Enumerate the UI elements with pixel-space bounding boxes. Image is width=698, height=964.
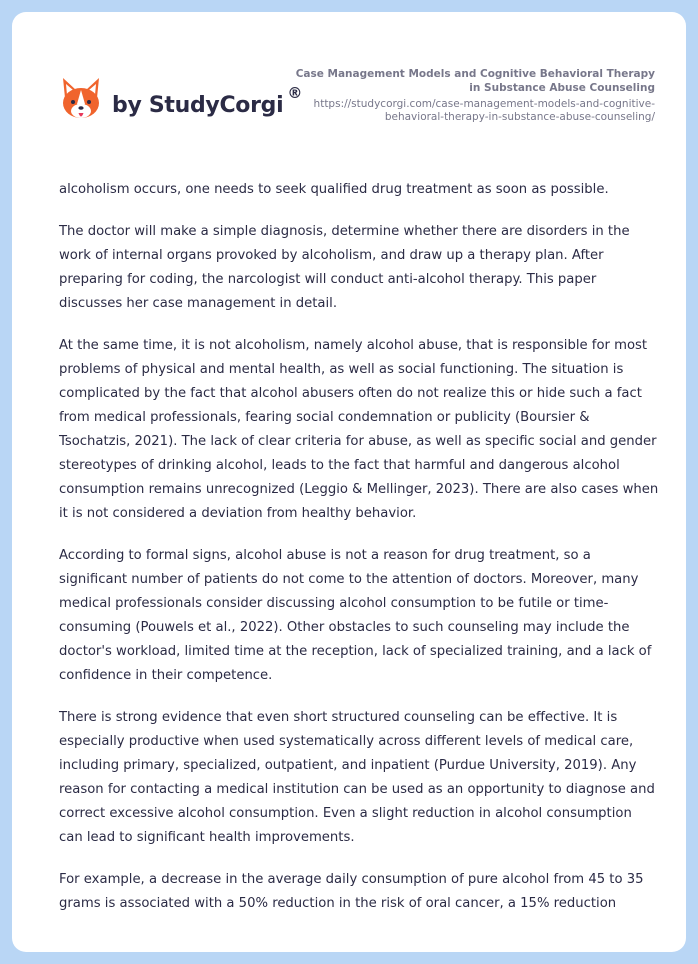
brand-name: by StudyCorgi <box>112 92 284 118</box>
paragraph: For example, a decrease in the average daily consumption of pure alcohol from 45 to 35 grams is associated with a 50% reduction in the risk of oral cancer, a 15% reduction <box>59 872 644 911</box>
paragraph: At the same time, it is not alcoholism, namely alcohol abuse, that is responsible for most problems of physical and mental health, as well as social functioning. The situation is complicated by the fact that alcohol abusers often do not realize this or hide such a fact from medical professionals, fearing social condemnation or publicity (Boursier & Tsochatzis, 2021). The lack of clear criteria for abuse, as well as specific social and gender stereotypes of drinking alcohol, leads to the fact that harmful and dangerous alcohol consumption remains unrecognized (Leggio & Mellinger, 2023). There are also cases when it is not considered a deviation from healthy behavior. <box>59 338 659 521</box>
document-meta <box>295 67 655 124</box>
paragraph: alcoholism occurs, one needs to seek qualified drug treatment as soon as possible. <box>59 182 609 197</box>
paragraph: There is strong evidence that even short structured counseling can be effective. It is especially productive when used systematically across different levels of medical care, including primary, specialized, outpatient, and inpatient (Purdue University, 2019). Any reason for contacting a medical institution can be used as an opportunity to diagnose and correct excessive alcohol consumption. Even a slight reduction in alcohol consumption can lead to significant health improvements. <box>59 710 655 845</box>
document-body <box>59 178 659 934</box>
paragraph: The doctor will make a simple diagnosis, determine whether there are disorders in the work of internal organs provoked by alcoholism, and draw up a therapy plan. After preparing for coding, the narcologist will conduct anti-alcohol therapy. This paper discusses her case management in detail. <box>59 224 630 311</box>
studycorgi-logo[interactable] <box>60 76 302 122</box>
document-page <box>12 12 686 952</box>
paragraph: According to formal signs, alcohol abuse is not a reason for drug treatment, so a significant number of patients do not come to the attention of doctors. Moreover, many medical professionals consider discussing alcohol consumption to be futile or time-consuming (Pouwels et al., 2022). Other obstacles to such counseling may include the doctor's workload, limited time at the reception, lack of specialized training, and a lack of confidence in their competence. <box>59 548 652 683</box>
registered-mark: ® <box>287 84 303 102</box>
document-url[interactable]: https://studycorgi.com/case-management-models-and-cognitive-behavioral-therapy-in-substance-abuse-counseling/ <box>313 98 655 123</box>
corgi-logo-icon <box>60 76 102 122</box>
document-title: Case Management Models and Cognitive Behavioral Therapy in Substance Abuse Counseling <box>295 68 655 94</box>
page-header <box>12 12 686 162</box>
